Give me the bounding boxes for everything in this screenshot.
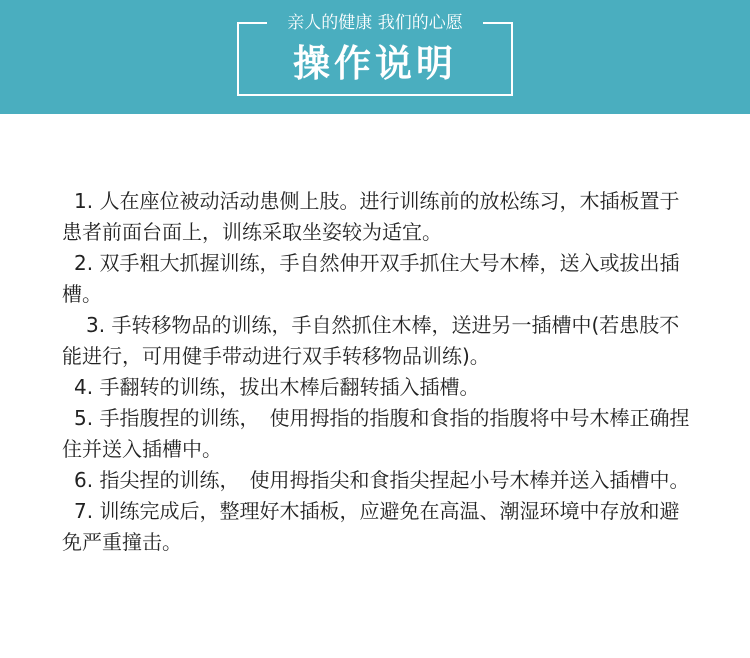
instruction-item-7: 7. 训练完成后，整理好木插板，应避免在高温、潮湿环境中存放和避免严重撞击。	[62, 499, 680, 554]
slogan: 亲人的健康 我们的心愿	[287, 13, 463, 33]
instruction-item-5: 5. 手指腹捏的训练， 使用拇指的指腹和食指的指腹将中号木棒正确捏住并送入插槽中。	[62, 406, 690, 461]
instruction-item-3: 3. 手转移物品的训练，手自然抓住木棒，送进另一插槽中(若患肢不能进行，可用健手带动进行双手转移物品训练)。	[62, 313, 680, 368]
instruction-item-2: 2. 双手粗大抓握训练，手自然伸开双手抓住大号木棒，送入或拔出插槽。	[62, 251, 680, 306]
page-title: 操作说明	[293, 42, 457, 85]
instruction-item-4: 4. 手翻转的训练，拔出木棒后翻转插入插槽。	[74, 375, 480, 399]
instruction-item-1: 1. 人在座位被动活动患侧上肢。进行训练前的放松练习，木插板置于患者前面台面上，训练采取坐姿较为适宜。	[62, 189, 680, 244]
instruction-item-6: 6. 指尖捏的训练， 使用拇指尖和食指尖捏起小号木棒并送入插槽中。	[74, 468, 690, 492]
instruction-list	[62, 186, 692, 558]
